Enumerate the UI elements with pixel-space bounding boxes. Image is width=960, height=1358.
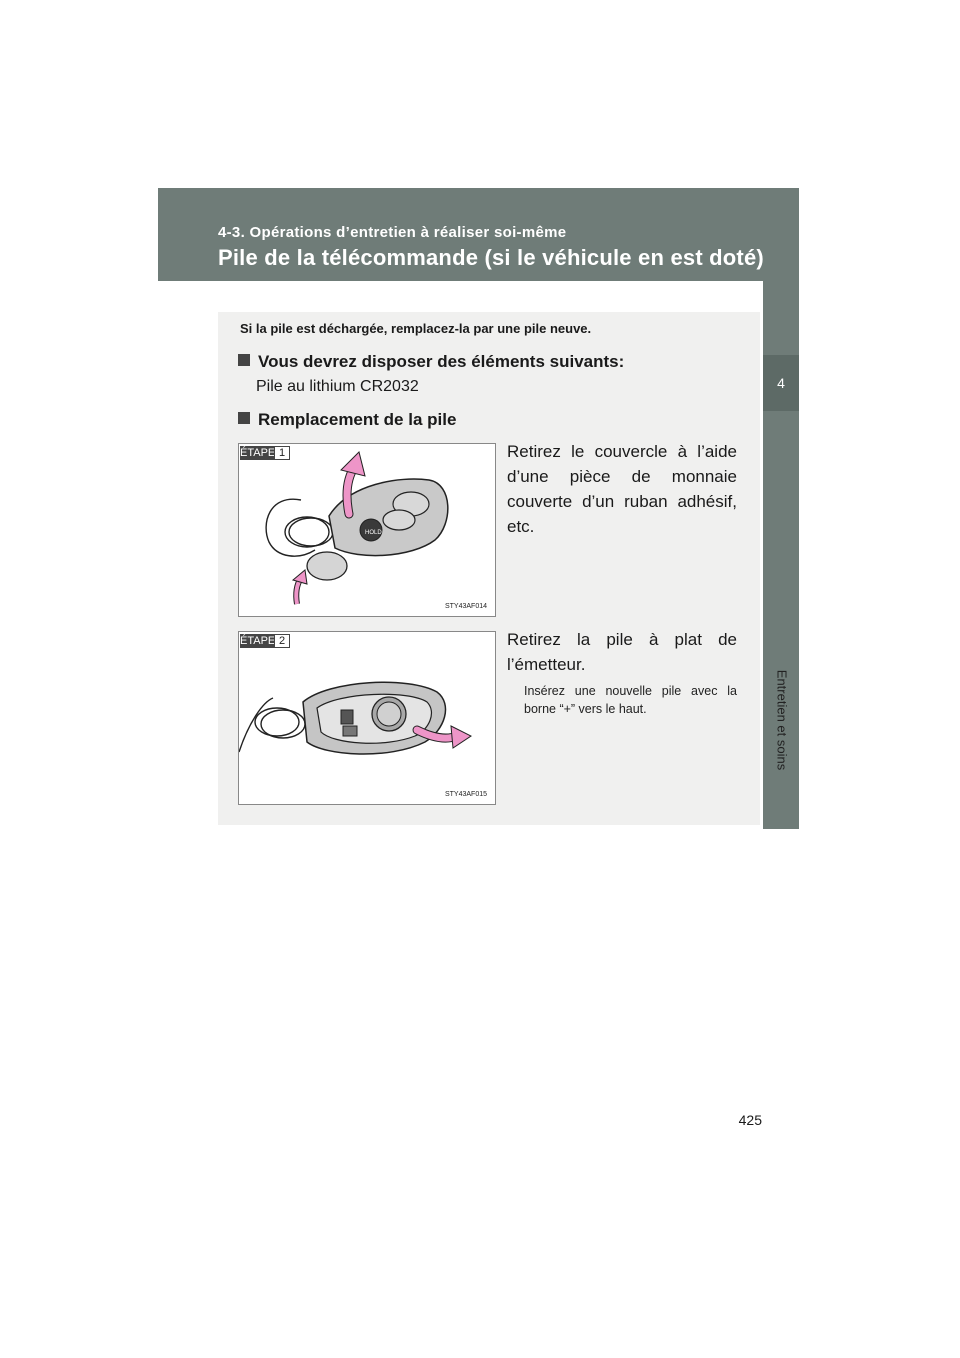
replacement-heading-text: Remplacement de la pile xyxy=(258,410,457,429)
section-title: 4-3. Opérations d’entretien à réaliser soi-même xyxy=(218,224,567,241)
step2-note: Insérez une nouvelle pile avec la borne “+” vers le haut. xyxy=(524,684,737,716)
page-title: Pile de la télécommande (si le véhicule en est doté) xyxy=(218,245,764,270)
step2-figure xyxy=(238,631,496,805)
step2-text: Retirez la pile à plat de l’émetteur. xyxy=(507,630,737,674)
step1-badge-number: 1 xyxy=(274,446,290,460)
step1-figure xyxy=(238,443,496,617)
requirements-heading xyxy=(238,352,624,372)
step1-badge xyxy=(240,446,288,460)
page-number: 425 xyxy=(738,1112,762,1128)
step2-badge-number: 2 xyxy=(274,634,290,648)
square-bullet-icon xyxy=(238,354,250,366)
key-fob-cover-illustration xyxy=(239,444,495,616)
intro-text: Si la pile est déchargée, remplacez-la par une pile neuve. xyxy=(240,321,592,336)
chapter-label xyxy=(767,600,797,840)
chapter-number: 4 xyxy=(763,355,799,411)
requirements-heading-text: Vous devrez disposer des éléments suivants: xyxy=(258,352,625,371)
svg-text:HOLD: HOLD xyxy=(365,530,382,536)
content-box xyxy=(218,312,760,825)
replacement-heading xyxy=(238,410,456,430)
requirements-item: Pile au lithium CR2032 xyxy=(256,378,419,395)
step1-text: Retirez le couvercle à l’aide d’une pièce de monnaie couverte d’un ruban adhésif, etc. xyxy=(507,442,737,536)
chapter-label-text: Entretien et soins xyxy=(774,669,790,771)
step1-figure-code: STY43AF014 xyxy=(444,603,487,610)
square-bullet-icon xyxy=(238,412,250,424)
step1-badge-label: ÉTAPE xyxy=(240,447,276,459)
step2-badge xyxy=(240,634,288,648)
step2-badge-label: ÉTAPE xyxy=(240,635,276,647)
step2-figure-code: STY43AF015 xyxy=(444,791,487,798)
chapter-header xyxy=(158,188,799,281)
key-fob-battery-illustration xyxy=(239,632,495,804)
